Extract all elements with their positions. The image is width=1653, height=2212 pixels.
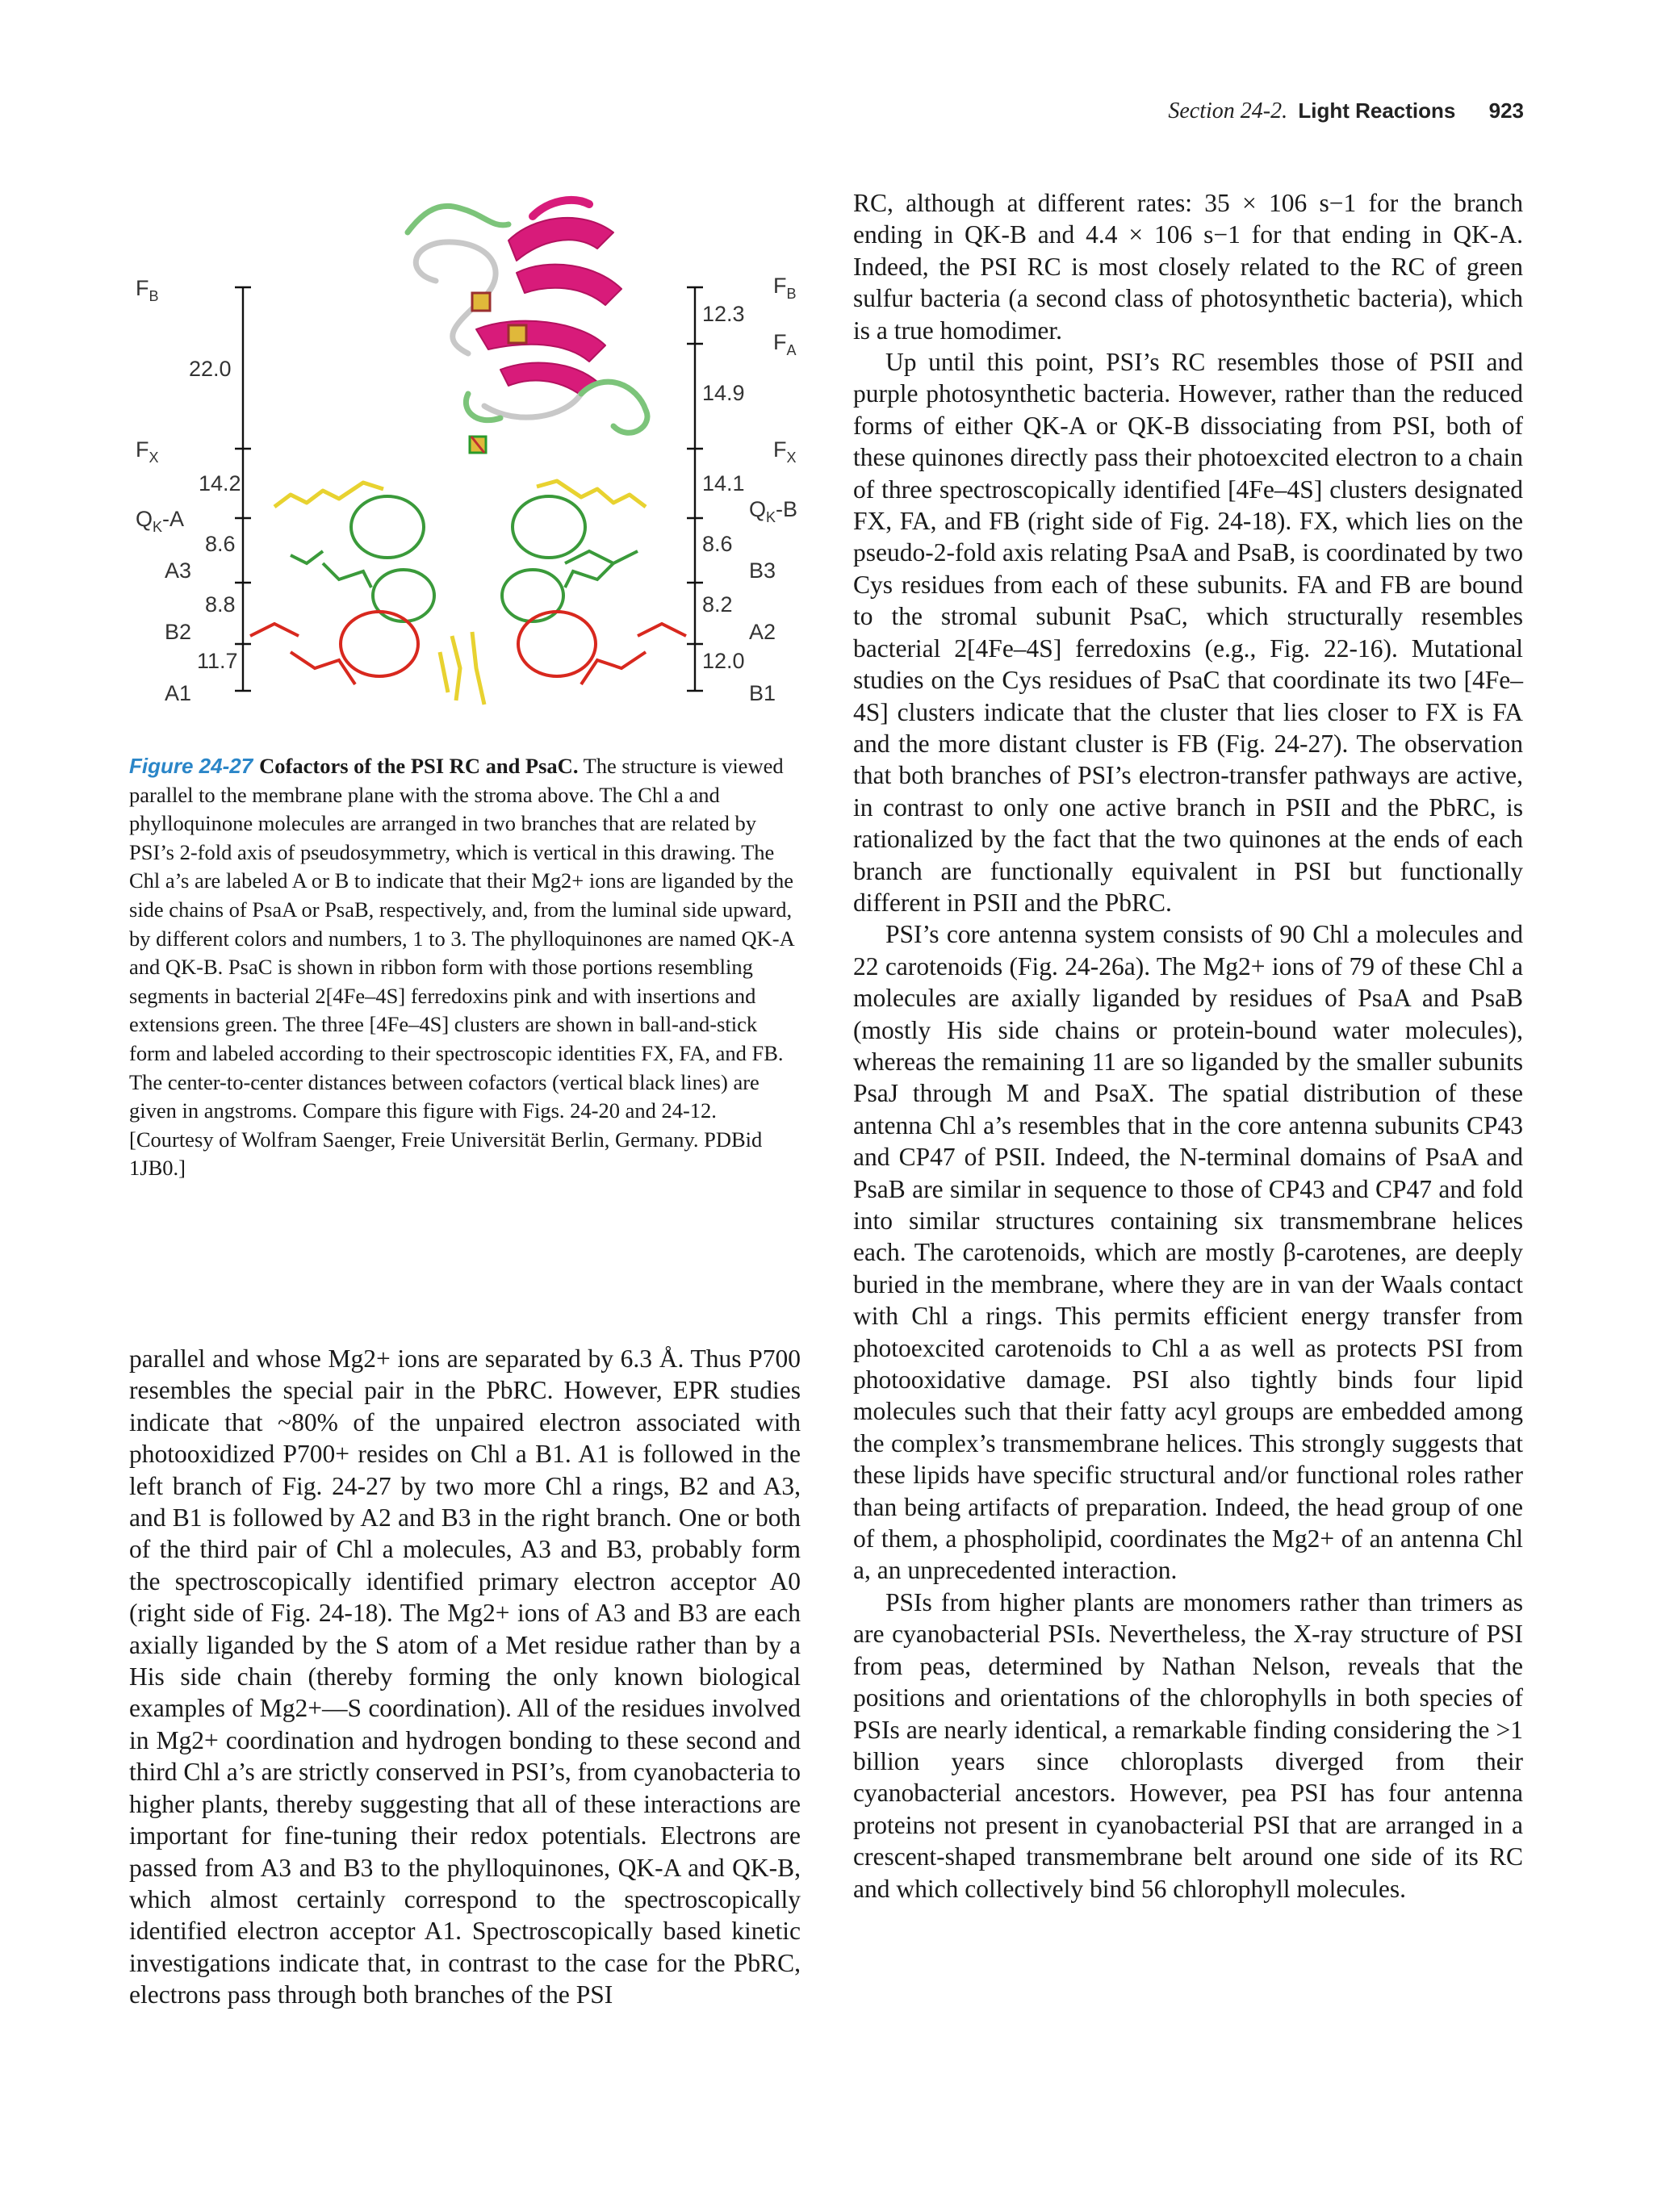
caption-text: The structure is viewed parallel to the membrane plane with the stroma above. The Chl a and phylloquinone molecules are arranged in two branches that are related by PSI’s 2-fold axis of pseudosymmetry, which is vertical in this drawing. The Chl a’s are labeled A or B to indicate that their Mg2+ ions are liganded by the side chains of PsaA or PsaB, respectively, and, from the luminal side upward, by different colors and numbers, 1 to 3. The phylloquinones are named QK-A and QK-B. PsaC is shown in ribbon form with those portions resembling segments in bacterial 2[4Fe–4S] ferredoxins pink and with insertions and extensions green. The three [4Fe–4S] clusters are shown in ball-and-stick form and labeled according to their spectroscopic identities FX, FA, and FB. The center-to-center distances between cofactors (vertical black lines) are given in angstroms. Compare this figure with Figs. 24-20 and 24-12. [Courtesy of Wolfram Saenger, Freie Universität Berlin, Germany. PDBid 1JB0.] (129, 754, 794, 1181)
paragraph: RC, although at different rates: 35 × 106 s−1 for the branch ending in QK-B and 4.4 × 106 s−1 for that ending in QK-A. Indeed, the PSI RC is most closely related to the RC of green sulfur bacteria (a second class of photosynthetic bacteria), which is a true homodimer. (853, 189, 1523, 345)
figure-caption (129, 752, 801, 1183)
right-distance-scale (687, 287, 703, 691)
label-a1: A1 (165, 681, 192, 705)
left-column (129, 1343, 801, 2011)
running-header (1168, 98, 1524, 124)
figure-24-27 (129, 184, 801, 717)
label-fb-right: $F_B$ (773, 274, 797, 302)
psac-ribbon (408, 200, 647, 433)
figure-number: Figure 24-27 (129, 754, 253, 778)
label-fx-right: $F_X$ (773, 437, 797, 466)
left-distance-5: 11.7 (197, 649, 238, 673)
label-fb-left: $F_B$ (136, 276, 159, 304)
left-distance-3: 8.6 (205, 532, 236, 556)
label-b3: B3 (749, 558, 776, 583)
label-fa: $F_A$ (773, 330, 797, 358)
page-number: 923 (1488, 98, 1524, 123)
right-distance-5: 8.2 (702, 592, 733, 617)
label-qka: $Q_K-A$ (136, 507, 185, 535)
paragraph: PSI’s core antenna system consists of 90 Chl a molecules and 22 carotenoids (Fig. 24-26a). The Mg2+ ions of 79 of these Chl a molecules are axially liganded by residues of PsaA and PsaB (mostly His side chains or protein-bound water molecules), whereas the remaining 11 are so liganded by the smaller subunits PsaJ through M and PsaX. The spatial distribution of these antenna Chl a’s resembles that in the core antenna subunits CP43 and CP47 of PSII. Indeed, the N-terminal domains of PsaA and PsaB are similar in sequence to those of CP43 and CP47 and fold into similar structures containing six transmembrane helices each. The carotenoids, which are mostly β-carotenes, are deeply buried in the membrane, where they are in van der Waals contact with Chl a rings. This permits efficient energy transfer from photoexcited carotenoids to Chl a as well as protects PSI from photooxidative damage. PSI also tightly binds four lipid molecules such that their fatty acyl groups are embedded among the complex’s transmembrane helices. This strongly suggests that these lipids have specific structural and/or functional roles rather than being artifacts of preparation. Indeed, the head group of one of them, a phospholipid, coordinates the Mg2+ of an antenna Chl a, an unprecedented interaction. (853, 920, 1523, 1585)
right-distance-6: 12.0 (702, 649, 745, 673)
figure-illustration (129, 184, 801, 717)
right-distance-3: 14.1 (702, 471, 745, 496)
label-a2: A2 (749, 620, 776, 644)
left-distance-4: 8.8 (205, 592, 236, 617)
label-fx-left: $F_X$ (136, 437, 159, 466)
label-b2: B2 (165, 620, 192, 644)
paragraph: PSIs from higher plants are monomers rather than trimers as are cyanobacterial PSIs. Nevertheless, the X-ray structure of PSI from peas, determined by Nathan Nelson, reveals that the positions and orientations of the chlorophylls in both species of PSIs are nearly identical, a remarkable finding considering the >1 billion years since chloroplasts diverged from their cyanobacterial ancestors. However, pea PSI has four antenna proteins not present in cyanobacterial PSI that are arranged in a crescent-shaped transmembrane belt around one side of its RC and which collectively bind 56 chlorophyll molecules. (853, 1587, 1523, 1903)
label-b1: B1 (749, 681, 776, 705)
label-qkb: $Q_K-B$ (749, 497, 798, 525)
right-column (853, 187, 1523, 1905)
figure-title: Cofactors of the PSI RC and PsaC. (259, 754, 579, 778)
chlorophyll-rings (250, 496, 686, 684)
left-distance-2: 14.2 (199, 471, 241, 496)
header-title: Light Reactions (1298, 98, 1456, 123)
label-a3: A3 (165, 558, 192, 583)
left-distance-1: 22.0 (189, 357, 232, 381)
right-distance-2: 14.9 (702, 381, 745, 405)
header-section: Section 24-2. (1168, 98, 1288, 123)
right-distance-4: 8.6 (702, 532, 733, 556)
right-distance-1: 12.3 (702, 302, 745, 326)
paragraph: Up until this point, PSI’s RC resembles those of PSII and purple photosynthetic bacteria. However, rather than the reduced forms of either QK-A or QK-B dissociating from PSI, both of these quinones directly pass their photoexcited electron to a chain of three spectroscopically identified [4Fe–4S] clusters designated FX, FA, and FB (right side of Fig. 24-18). FX, which lies on the pseudo-2-fold axis relating PsaA and PsaB, is coordinated by two Cys residues from each of these subunits. FA and FB are bound to the stromal subunit PsaC, which structurally resembles bacterial 2[4Fe–4S] ferredoxins (e.g., Fig. 22-16). Mutational studies on the Cys residues of PsaC that coordinate its two [4Fe–4S] clusters indicate that the cluster that lies closer to FX is FA and the more distant cluster is FB (Fig. 24-27). The observation that both branches of PSI’s electron-transfer pathways are active, in contrast to only one active branch in PSII and the PbRC, is rationalized by the fact that the two quinones at the ends of each branch are functionally equivalent in PSI but functionally different in PSII and the PbRC. (853, 348, 1523, 917)
paragraph: parallel and whose Mg2+ ions are separated by 6.3 Å. Thus P700 resembles the special pair in the PbRC. However, EPR studies indicate that ~80% of the unpaired electron associated with photooxidized P700+ resides on Chl a B1. A1 is followed in the left branch of Fig. 24-27 by two more Chl a rings, B2 and A3, and B1 is followed by A2 and B3 in the right branch. One or both of the third pair of Chl a molecules, A3 and B3, probably form the spectroscopically identified primary electron acceptor A0 (right side of Fig. 24-18). The Mg2+ ions of A3 and B3 are each axially liganded by the S atom of a Met residue rather than by a His side chain (thereby forming the only known biological examples of Mg2+—S coordination). All of the residues involved in Mg2+ coordination and hydrogen bonding to these second and third Chl a’s are strictly conserved in PSI’s, from cyanobacteria to higher plants, thereby suggesting that all of these interactions are important for fine-tuning their redox potentials. Electrons are passed from A3 and B3 to the phylloquinones, QK-A and QK-B, which almost certainly correspond to the spectroscopically identified electron acceptor A1. Spectroscopically based kinetic investigations indicate that, in contrast to the case for the PbRC, electrons pass through both branches of the PSI (129, 1344, 801, 2009)
